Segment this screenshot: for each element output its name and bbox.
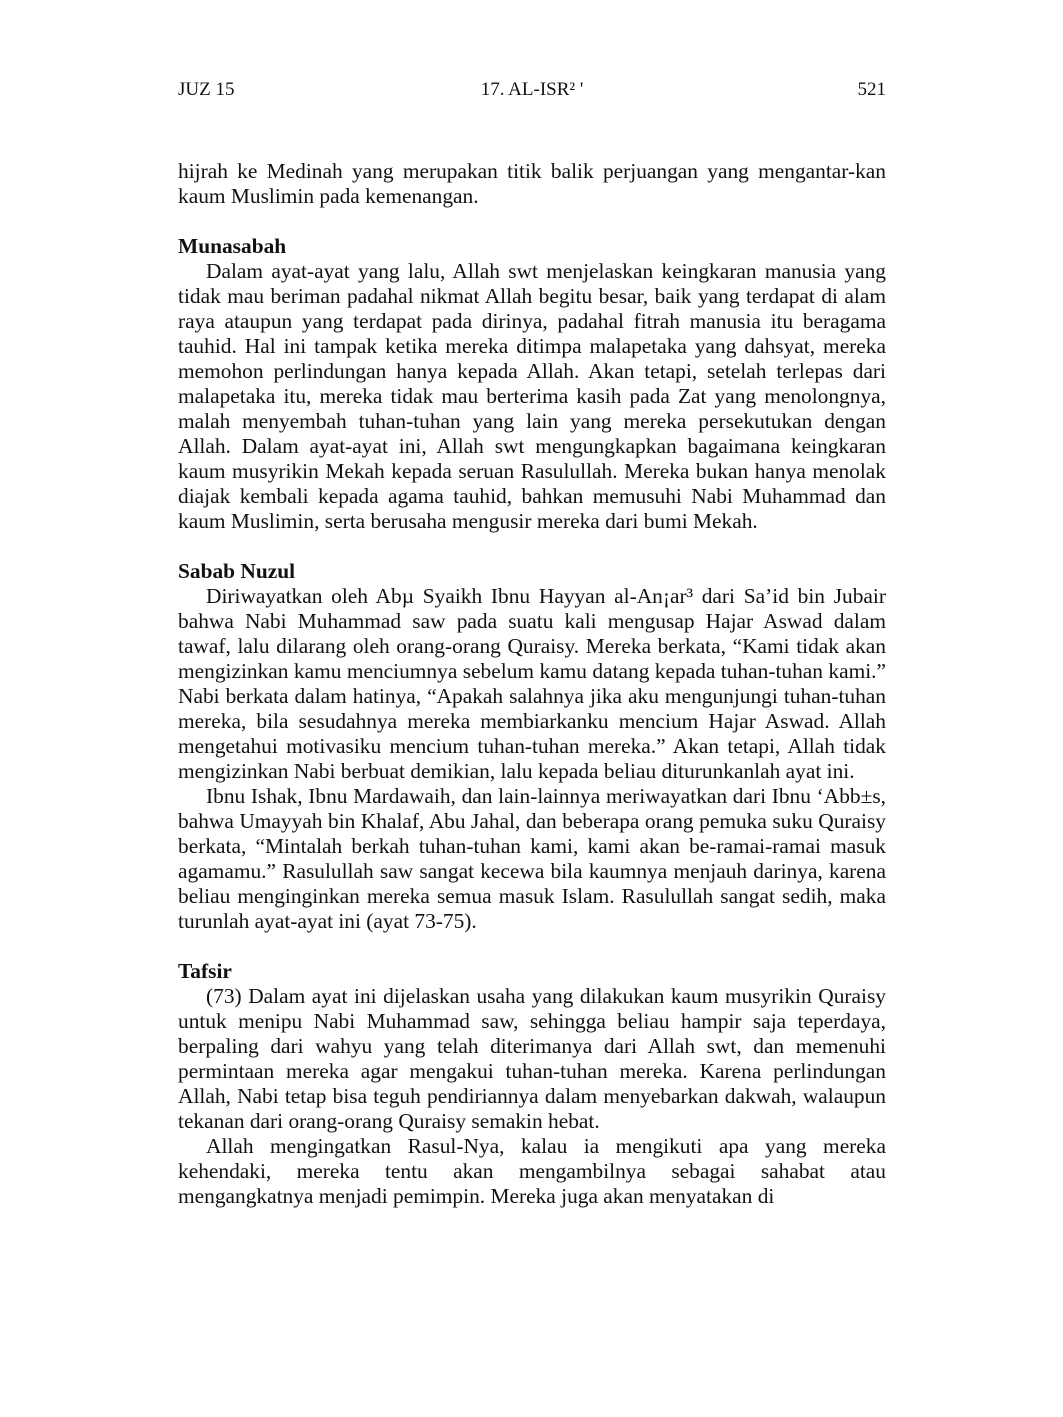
section-munasabah [178,234,886,534]
sabab-nuzul-paragraph-2: Ibnu Ishak, Ibnu Mardawaih, dan lain-lainnya meriwayatkan dari Ibnu ‘Abb±s, bahwa Umayyah bin Khalaf, Abu Jahal, dan beberapa orang pemuka suku Quraisy berkata, “Mintalah berkah tuhan-tuhan kami, kami akan be-ramai-ramai masuk agamamu.” Rasulullah saw sangat kecewa bila kaumnya menjauh darinya, karena beliau menginginkan mereka semua masuk Islam. Rasulullah sangat sedih, maka turunlah ayat-ayat ini (ayat 73-75). [178,784,886,933]
juz-label: JUZ 15 [178,79,235,100]
page-number: 521 [857,79,886,100]
tafsir-paragraph-2: Allah mengingatkan Rasul-Nya, kalau ia mengikuti apa yang mereka kehendaki, mereka tentu akan mengambilnya sebagai sahabat atau mengangkatnya menjadi pemimpin. Mereka juga akan menyatakan di [178,1134,886,1208]
section-gap [178,934,886,959]
sabab-nuzul-paragraph-1: Diriwayatkan oleh Abµ Syaikh Ibnu Hayyan al-An¡ar³ dari Sa’id bin Jubair bahwa Nabi Muhammad saw pada suatu kali mengusap Hajar Aswad dalam tawaf, lalu dilarang oleh orang-orang Quraisy. Mereka berkata, “Kami tidak akan mengizinkan kamu menciumnya sebelum kamu datang kepada tuhan-tuhan kami.” Nabi berkata dalam hatinya, “Apakah salahnya jika aku mengunjungi tuhan-tuhan mereka, bila sesudahnya mereka membiarkanku mencium Hajar Aswad. Allah mengetahui motivasiku mencium tuhan-tuhan mereka.” Akan tetapi, Allah tidak mengizinkan Nabi berbuat demikian, lalu kepada beliau diturunkanlah ayat ini. [178,584,886,783]
section-tafsir [178,959,886,1209]
page-header [178,78,886,102]
section-sabab-nuzul [178,559,886,934]
section-gap [178,209,886,234]
intro-paragraph: hijrah ke Medinah yang merupakan titik balik perjuangan yang mengantar-kan kaum Muslimin pada kemenangan. [178,159,886,208]
sabab-nuzul-heading: Sabab Nuzul [178,559,296,583]
munasabah-heading: Munasabah [178,234,287,258]
tafsir-heading: Tafsir [178,959,232,983]
surah-title: 17. AL-ISR² ' [480,79,584,100]
section-gap [178,534,886,559]
tafsir-paragraph-1: (73) Dalam ayat ini dijelaskan usaha yang dilakukan kaum musyrikin Quraisy untuk menipu Nabi Muhammad saw, sehingga beliau hampir saja teperdaya, berpaling dari wahyu yang telah diterimanya dari Allah swt, dan memenuhi permintaan mereka agar mengakui tuhan-tuhan mereka. Karena perlindungan Allah, Nabi tetap bisa teguh pendiriannya dalam menyebarkan dakwah, walaupun tekanan dari orang-orang Quraisy semakin hebat. [178,984,886,1133]
munasabah-paragraph: Dalam ayat-ayat yang lalu, Allah swt menjelaskan keingkaran manusia yang tidak mau beriman padahal nikmat Allah begitu besar, baik yang terdapat di alam raya ataupun yang terdapat pada dirinya, padahal fitrah manusia itu beragama tauhid. Hal ini tampak ketika mereka ditimpa malapetaka yang dahsyat, mereka memohon perlindungan hanya kepada Allah. Akan tetapi, setelah terlepas dari malapetaka itu, mereka tidak mau berterima kasih pada Zat yang menolongnya, malah menyembah tuhan-tuhan yang lain yang mereka persekutukan dengan Allah. Dalam ayat-ayat ini, Allah swt mengungkapkan bagaimana keingkaran kaum musyrikin Mekah kepada seruan Rasulullah. Mereka bukan hanya menolak diajak kembali kepada agama tauhid, bahkan memusuhi Nabi Muhammad dan kaum Muslimin, serta berusaha mengusir mereka dari bumi Mekah. [178,259,886,533]
page-body [178,159,886,1209]
